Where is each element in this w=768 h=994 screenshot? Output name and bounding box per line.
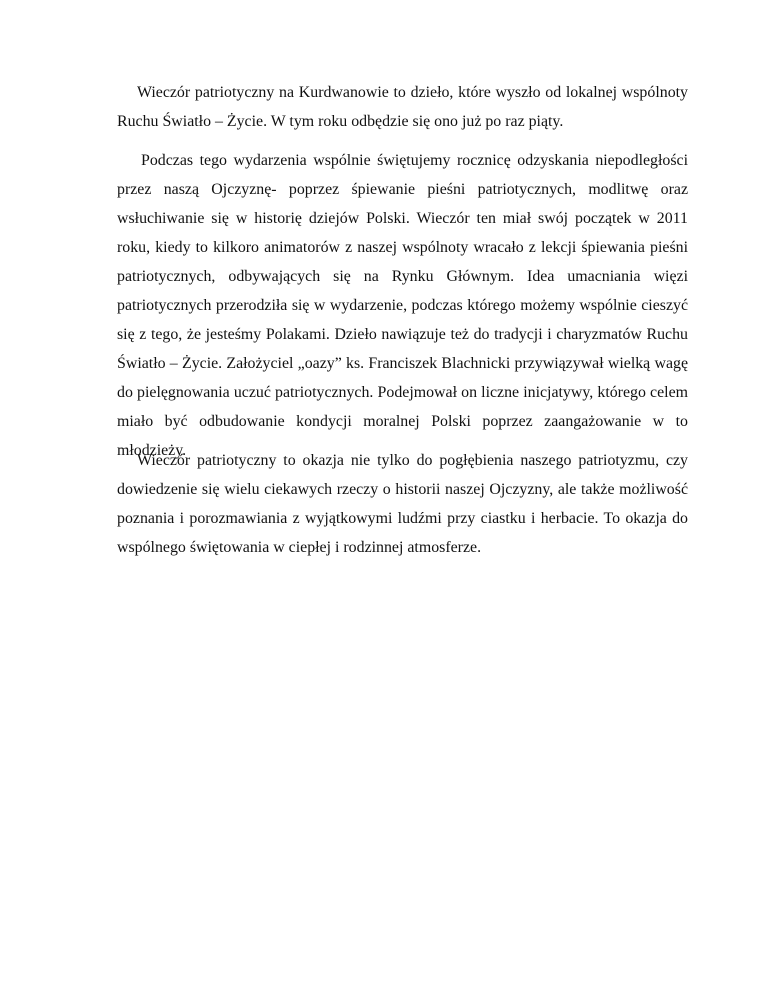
paragraph-intro: Wieczór patriotyczny na Kurdwanowie to dzieło, które wyszło od lokalnej wspólnoty Ruchu Światło – Życie. W tym roku odbędzie się ono już po raz piąty. bbox=[117, 84, 688, 130]
paragraph-closing: Wieczór patriotyczny to okazja nie tylko do pogłębienia naszego patriotyzmu, czy dowiedzenie się wielu ciekawych rzeczy o historii naszej Ojczyzny, ale także możliwość poznania i porozmawiania z wyjątkowymi ludźmi przy ciastku i herbacie. To okazja do wspólnego świętowania w ciepłej i rodzinnej atmosferze. bbox=[117, 452, 688, 556]
paragraph-event-description: Podczas tego wydarzenia wspólnie świętujemy rocznicę odzyskania niepodległości przez naszą Ojczyznę- poprzez śpiewanie pieśni patriotycznych, modlitwę oraz wsłuchiwanie się w historię dziejów Polski. Wieczór ten miał swój początek w 2011 roku, kiedy to kilkoro animatorów z naszej wspólnoty wracało z lekcji śpiewania pieśni patriotycznych, odbywających się na Rynku Głównym. Idea umacniania więzi patriotycznych przerodziła się w wydarzenie, podczas którego możemy wspólnie cieszyć się z tego, że jesteśmy Polakami. Dzieło nawiązuje też do tradycji i charyzmatów Ruchu Światło – Życie. Założyciel „oazy” ks. Franciszek Blachnicki przywiązywał wielką wagę do pielęgnowania uczuć patriotycznych. Podejmował on liczne inicjatywy, którego celem miało być odbudowanie kondycji moralnej Polski poprzez zaangażowanie w to młodzieży. bbox=[117, 152, 688, 459]
